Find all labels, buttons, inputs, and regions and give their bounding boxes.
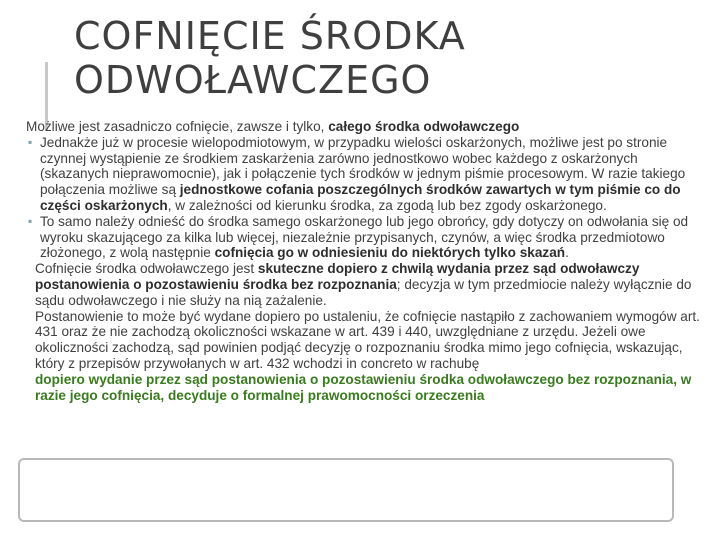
para3-text-2: ; decyzja w tym przedmiocie należy wyłącznie do sądu odwoławczego i nie służy na nią zażalenie.: [35, 276, 692, 308]
title-line-1: COFNIĘCIE ŚRODKA: [74, 14, 466, 58]
bullet1-bold: jednostkowe cofania poszczególnych środków zawartych w tym piśmie co do części oskarżonych: [40, 182, 681, 213]
lead-text: Możliwe jest zasadniczo cofnięcie, zawsze i tylko,: [26, 119, 329, 134]
bullet-paragraph-1: [26, 135, 706, 214]
para3-bold: skuteczne dopiero z chwilą wydania przez sąd odwoławczy postanowienia o pozostawieniu środka bez rozpoznania: [35, 261, 640, 292]
bullet-paragraph-2: [26, 214, 706, 261]
paragraph-3: [26, 261, 706, 308]
lead-paragraph: [26, 119, 706, 135]
para3-text-1: Cofnięcie środka odwoławczego jest: [35, 261, 258, 277]
lead-bold: całego środka odwoławczego: [328, 119, 520, 134]
bullet2-text-2: .: [565, 245, 569, 261]
title-line-2: ODWOŁAWCZEGO: [74, 58, 432, 102]
square-bullet-icon: ▪: [28, 213, 33, 228]
slide-body: [26, 119, 706, 403]
bullet2-text-1: To samo należy odnieść do środka samego oskarżonego lub jego obrońcy, gdy dotyczy on odwołania się od wyroku skazującego za kilka lub więcej, niezależnie przypisanych, czynów, a więc środka przedmiotowo złożonego, z wolą następnie: [40, 213, 689, 261]
square-bullet-icon: ▪: [28, 134, 33, 149]
highlight-box: [18, 458, 674, 522]
bullet1-text-2: , w zależności od kierunku środka, za zgodą lub bez zgody oskarżonego.: [167, 197, 607, 213]
bullet2-bold: cofnięcia go w odniesieniu do niektórych tylko skazań: [214, 245, 566, 261]
paragraph-4: [26, 309, 706, 372]
paragraph-5: [26, 372, 706, 404]
para5-green-text: dopiero wydanie przez sąd postanowienia o pozostawieniu środka odwoławczego bez rozpoznania, w razie jego cofnięcia, decyduje o formalnej prawomocności orzeczenia: [35, 371, 692, 403]
slide-title: [74, 14, 466, 102]
bullet1-text-1: Jednakże już w procesie wielopodmiotowym, w przypadku wielości oskarżonych, możliwe jest po stronie czynnej wystąpienie ze środkiem zaskarżenia zarówno jednostkowo wobec każdego z oskarżonych (skazanych nieprawomocnie), jak i połączenie tych środków w jednym piśmie procesowym. W razie takiego połączenia możliwe są: [40, 134, 686, 198]
para4-text: Postanowienie to może być wydane dopiero po ustaleniu, że cofnięcie nastąpiło z zachowaniem wymogów art. 431 oraz że nie zachodzą okoliczności wskazane w art. 439 i 440, uwzględniane z urzędu. Jeżeli owe okoliczności zachodzą, sąd powinien podjąć decyzję o rozpoznaniu środka mimo jego cofnięcia, wskazując, który z przepisów przywołanych w art. 432 wchodzi in concreto w rachubę: [35, 308, 700, 371]
